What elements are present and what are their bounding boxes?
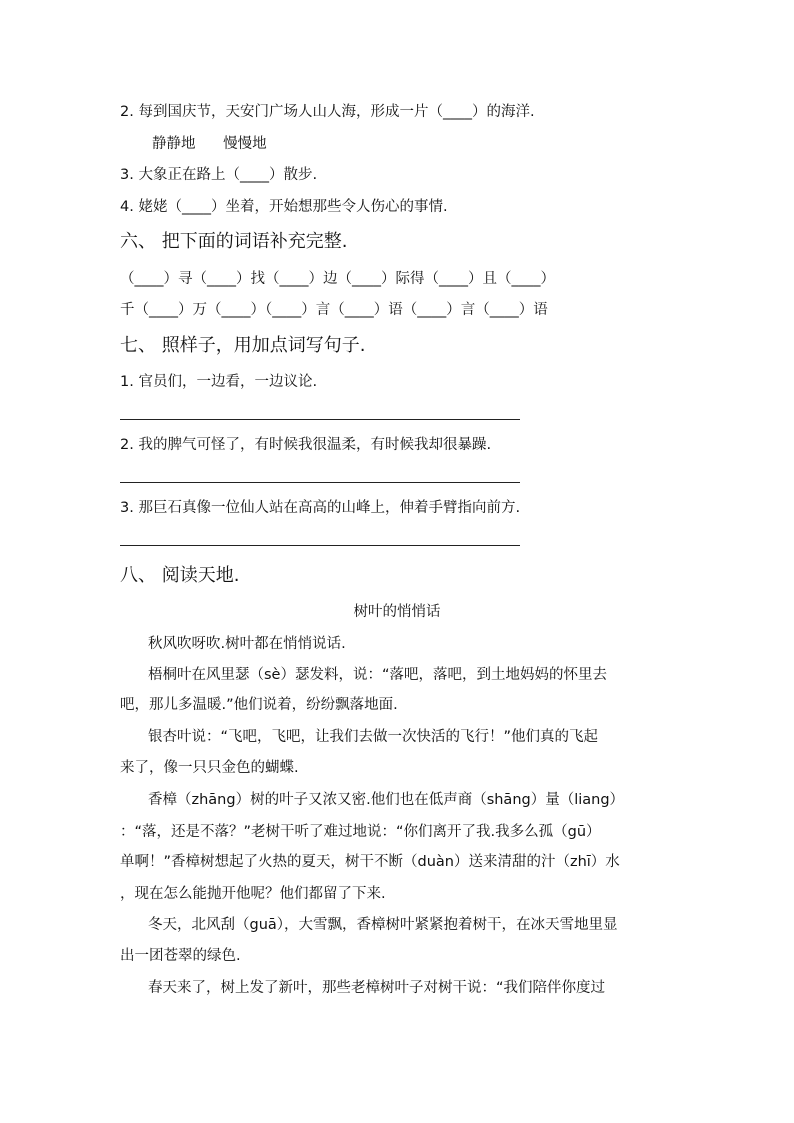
passage-p3a: 银杏叶说：“飞吧，飞吧，让我们去做一次快活的飞行！”他们真的飞起 [148,729,599,745]
section-6-heading: 六、 把下面的词语补充完整. [120,231,348,252]
word-choices: 静静地 慢慢地 [152,136,267,152]
fill-row-1: （____）寻（____）找（____）边（____）际得（____）且（____） [120,271,555,287]
question-4: 4. 姥姥（____）坐着，开始想那些令人伤心的事情. [120,199,448,215]
passage-p3b: 来了，像一只只金色的蝴蝶. [120,760,299,776]
answer-line-1[interactable] [120,419,520,420]
passage-p6a: 春天来了，树上发了新叶，那些老樟树叶子对树干说：“我们陪伴你度过 [148,980,606,996]
passage-p1: 秋风吹呀吹.树叶都在悄悄说话. [148,636,346,652]
answer-line-2[interactable] [120,482,520,483]
passage-p5a: 冬天，北风刮（guā），大雪飘，香樟树叶紧紧抱着树干，在冰天雪地里显 [148,917,618,933]
fill-row-2: 千（____）万（____）（____）言（____）语（____）言（____）语 [120,302,548,318]
section-8-heading: 八、 阅读天地. [120,565,240,586]
passage-p4c: 单啊！”香樟树想起了火热的夏天，树干不断（duàn）送来清甜的汁（zhī）水 [120,854,620,870]
passage-p2b: 吧，那儿多温暖.”他们说着，纷纷飘落地面. [120,697,398,713]
passage-p4b: ：“落，还是不落？”老树干听了难过地说：“你们离开了我.我多么孤（gū） [120,824,601,840]
example-3: 3. 那巨石真像一位仙人站在高高的山峰上，伸着手臂指向前方. [120,500,521,516]
passage-p2a: 梧桐叶在风里瑟（sè）瑟发料，说：“落吧，落吧，到土地妈妈的怀里去 [148,667,607,683]
passage-p5b: 出一团苍翠的绿色. [120,948,241,964]
question-3: 3. 大象正在路上（____）散步. [120,167,318,183]
passage-p4a: 香樟（zhāng）树的叶子又浓又密.他们也在低声商（shāng）量（liang） [148,792,625,808]
passage-title: 树叶的悄悄话 [353,604,441,620]
answer-line-3[interactable] [120,545,520,546]
example-1: 1. 官员们，一边看，一边议论. [120,374,318,390]
passage-p4d: ，现在怎么能抛开他呢？他们都留了下来. [120,886,386,902]
example-2: 2. 我的脾气可怪了，有时候我很温柔，有时候我却很暴躁. [120,437,492,453]
question-2: 2. 每到国庆节，天安门广场人山人海，形成一片（____）的海洋. [120,104,535,120]
section-7-heading: 七、 照样子，用加点词写句子. [120,335,366,356]
